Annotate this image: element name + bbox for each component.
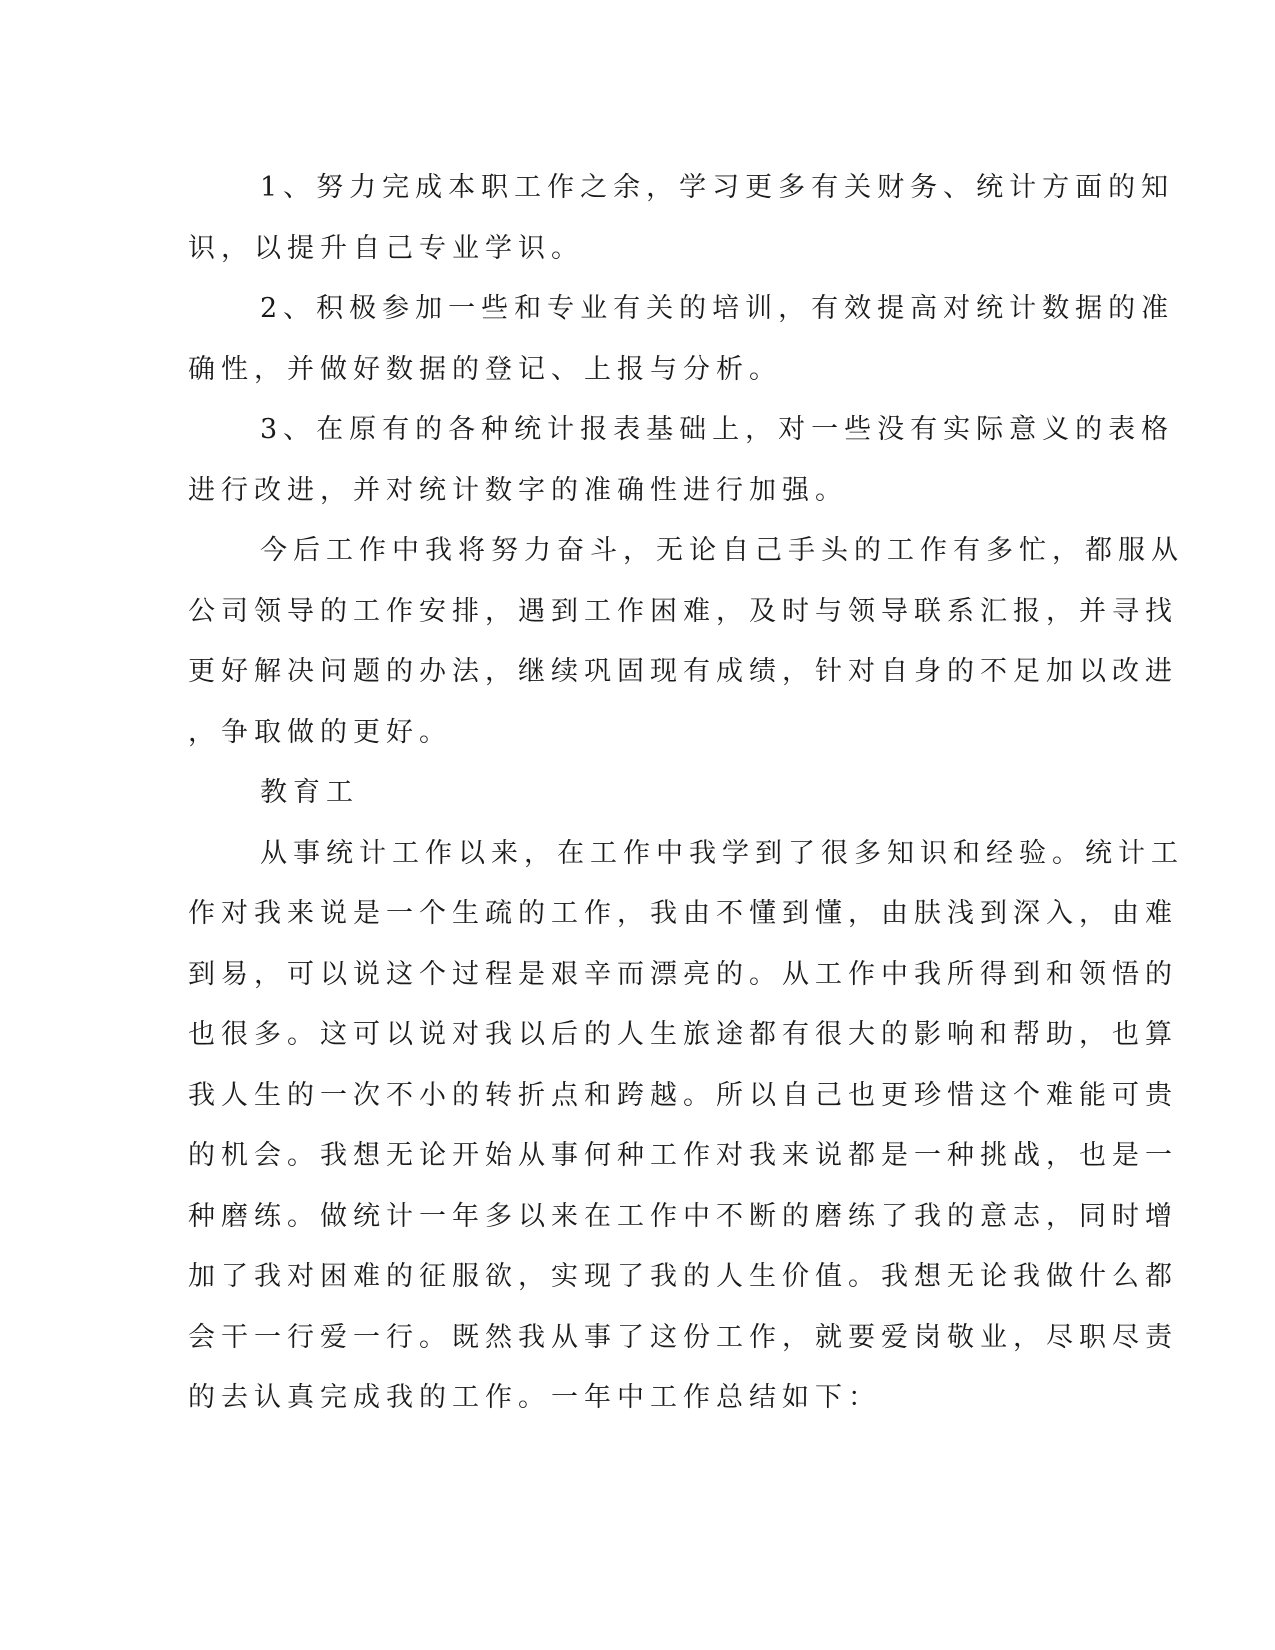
- text-line: 1、努力完成本职工作之余，学习更多有关财务、统计方面的知: [260, 172, 1175, 203]
- text-line: 确性，并做好数据的登记、上报与分析。: [188, 353, 782, 385]
- text-line: 2、积极参加一些和专业有关的培训，有效提高对统计数据的准: [260, 293, 1175, 324]
- text-line: 加了我对困难的征服欲，实现了我的人生价值。我想无论我做什么都: [188, 1261, 1178, 1292]
- text-line: 的机会。我想无论开始从事何种工作对我来说都是一种挑战，也是一: [188, 1140, 1178, 1171]
- text-line: 我人生的一次不小的转折点和跨越。所以自己也更珍惜这个难能可贵: [188, 1079, 1178, 1111]
- text-line: 3、在原有的各种统计报表基础上，对一些没有实际意义的表格: [260, 414, 1175, 445]
- text-line: 进行改进，并对统计数字的准确性进行加强。: [188, 474, 848, 506]
- text-line: 的去认真完成我的工作。一年中工作总结如下：: [188, 1382, 881, 1413]
- text-line: 到易，可以说这个过程是艰辛而漂亮的。从工作中我所得到和领悟的: [188, 958, 1178, 990]
- text-line: 种磨练。做统计一年多以来在工作中不断的磨练了我的意志，同时增: [188, 1200, 1178, 1232]
- document-body: [188, 158, 1184, 1429]
- text-line: 识，以提升自己专业学识。: [188, 232, 584, 264]
- text-line: ，争取做的更好。: [188, 716, 452, 748]
- text-line: 作对我来说是一个生疏的工作，我由不懂到懂，由肤浅到深入，由难: [188, 898, 1178, 929]
- text-line: 公司领导的工作安排，遇到工作困难，及时与领导联系汇报，并寻找: [188, 595, 1178, 627]
- text-line: 会干一行爱一行。既然我从事了这份工作，就要爱岗敬业，尽职尽责: [188, 1321, 1178, 1353]
- section-heading: 教育工: [260, 777, 359, 808]
- text-line: 今后工作中我将努力奋斗，无论自己手头的工作有多忙，都服从: [260, 535, 1184, 566]
- text-line: 更好解决问题的办法，继续巩固现有成绩，针对自身的不足加以改进: [188, 656, 1178, 687]
- text-line: 从事统计工作以来，在工作中我学到了很多知识和经验。统计工: [260, 837, 1184, 869]
- text-line: 也很多。这可以说对我以后的人生旅途都有很大的影响和帮助，也算: [188, 1019, 1178, 1050]
